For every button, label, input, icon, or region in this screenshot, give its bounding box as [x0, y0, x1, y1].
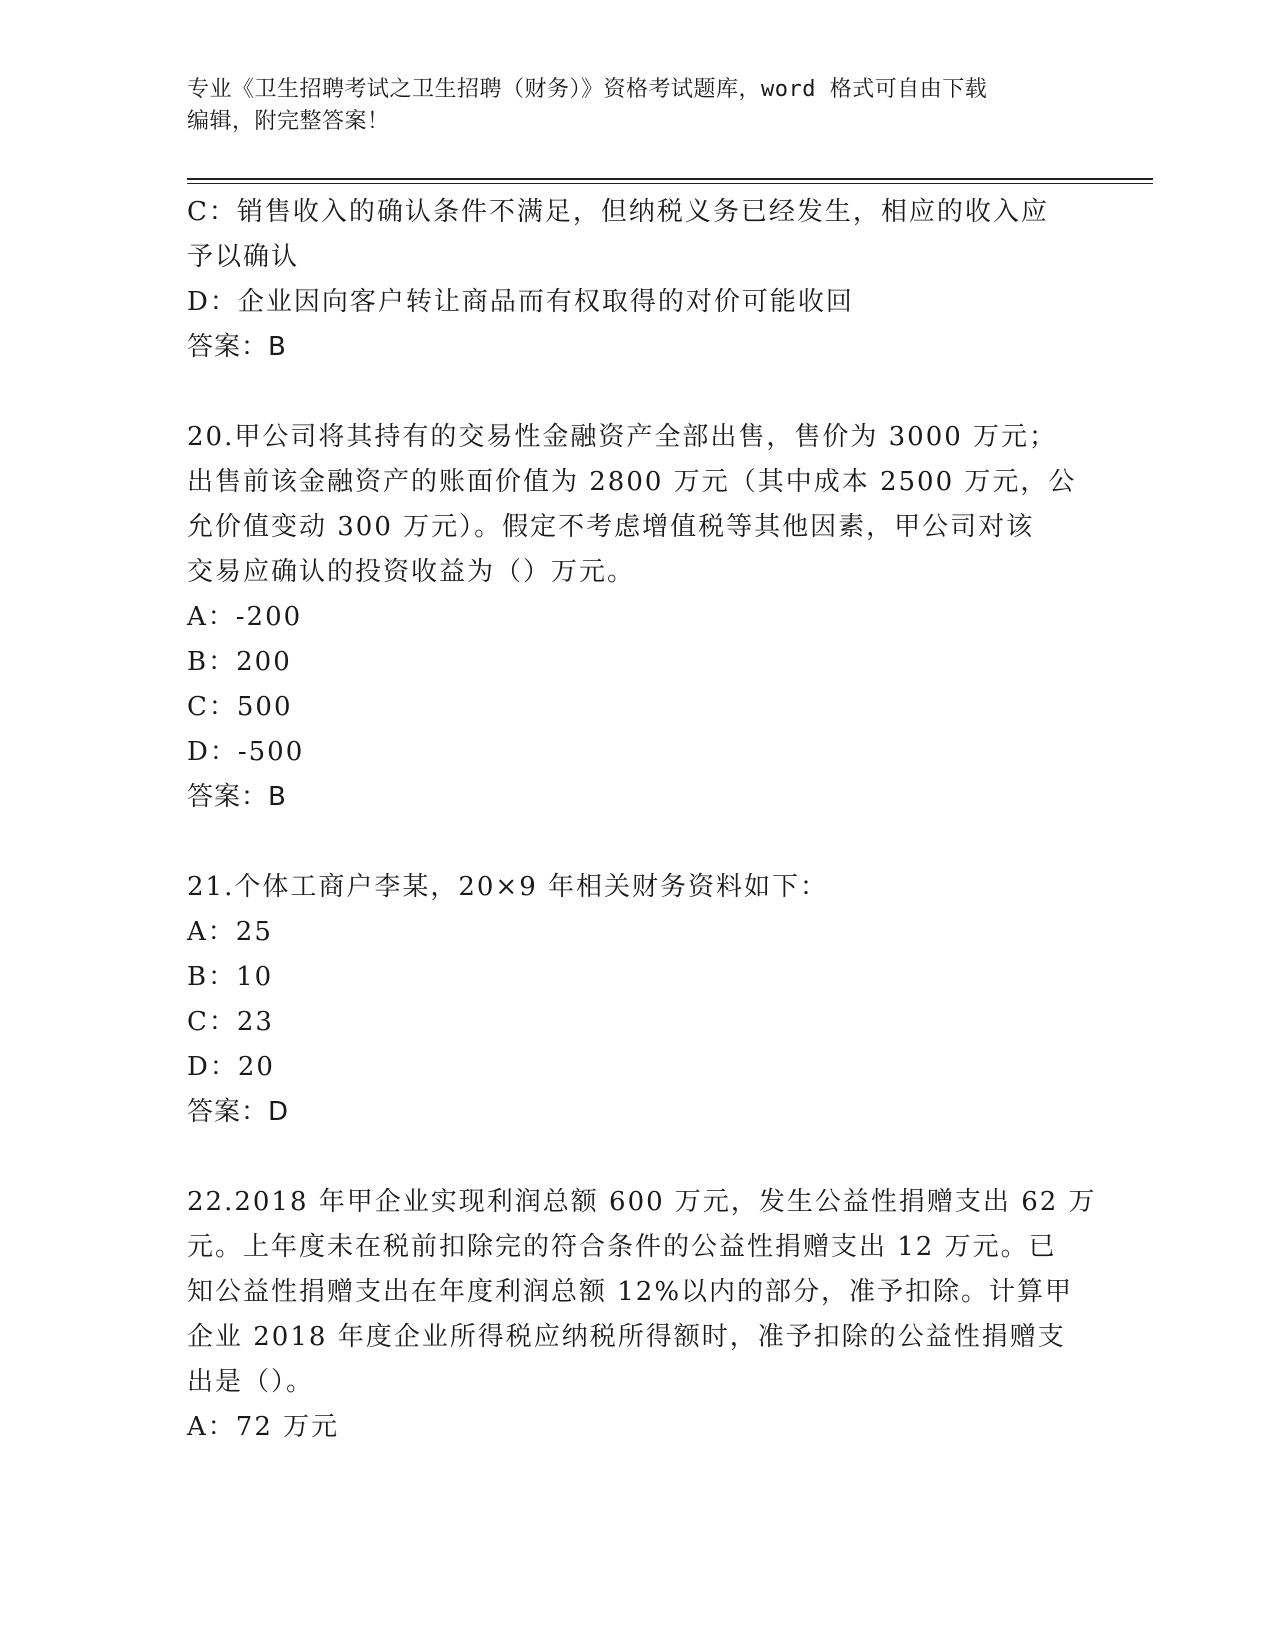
q20-stem-line-2: 出售前该金融资产的账面价值为 2800 万元（其中成本 2500 万元，公	[187, 467, 1077, 497]
q22-stem-line-5: 出是（）。	[187, 1367, 315, 1397]
q21-answer: 答案：D	[187, 1097, 290, 1127]
question-20	[187, 415, 1087, 820]
question-19	[187, 190, 1087, 370]
q20-option-c: C：500	[187, 692, 293, 722]
q20-option-d: D：-500	[187, 737, 305, 767]
q22-stem-line-3: 知公益性捐赠支出在年度利润总额 12%以内的部分，准予扣除。计算甲	[187, 1277, 1074, 1307]
q19-option-c-line-2: 予以确认	[187, 242, 300, 272]
q19-answer: 答案：B	[187, 332, 287, 362]
q21-option-c: C：23	[187, 1007, 274, 1037]
q20-answer: 答案：B	[187, 782, 287, 812]
header-line-1: 专业《卫生招聘考试之卫生招聘（财务）》资格考试题库，word 格式可自由下载	[187, 77, 988, 102]
q22-option-a: A：72 万元	[187, 1412, 340, 1442]
q20-stem-line-3: 允价值变动 300 万元）。假定不考虑增值税等其他因素，甲公司对该	[187, 512, 1035, 542]
q21-stem-line-1: 21.个体工商户李某，20×9 年相关财务资料如下：	[187, 872, 829, 902]
question-22	[187, 1180, 1097, 1450]
q19-option-c-line-1: C：销售收入的确认条件不满足，但纳税义务已经发生，相应的收入应	[187, 197, 1049, 227]
q21-option-d: D：20	[187, 1052, 275, 1082]
spacer	[187, 1135, 1087, 1180]
spacer	[187, 370, 1087, 415]
header-divider	[187, 178, 1153, 184]
q20-stem-line-1: 20.甲公司将其持有的交易性金融资产全部出售，售价为 3000 万元；	[187, 422, 1058, 452]
q22-stem-line-1: 22.2018 年甲企业实现利润总额 600 万元，发生公益性捐赠支出 62 万	[187, 1187, 1097, 1217]
question-21	[187, 865, 1087, 1135]
q20-option-a: A：-200	[187, 602, 303, 632]
q19-option-d: D：企业因向客户转让商品而有权取得的对价可能收回	[187, 287, 854, 317]
q21-option-a: A：25	[187, 917, 273, 947]
header-line-2: 编辑，附完整答案！	[187, 109, 390, 134]
q22-stem-line-2: 元。上年度未在税前扣除完的符合条件的公益性捐赠支出 12 万元。已	[187, 1232, 1057, 1262]
q21-option-b: B：10	[187, 962, 274, 992]
q22-stem-line-4: 企业 2018 年度企业所得税应纳税所得额时，准予扣除的公益性捐赠支	[187, 1322, 1066, 1352]
q20-option-b: B：200	[187, 647, 292, 677]
document-header	[187, 74, 1067, 138]
q20-stem-line-4: 交易应确认的投资收益为（）万元。	[187, 557, 636, 587]
question-list	[187, 190, 1097, 1450]
spacer	[187, 820, 1087, 865]
